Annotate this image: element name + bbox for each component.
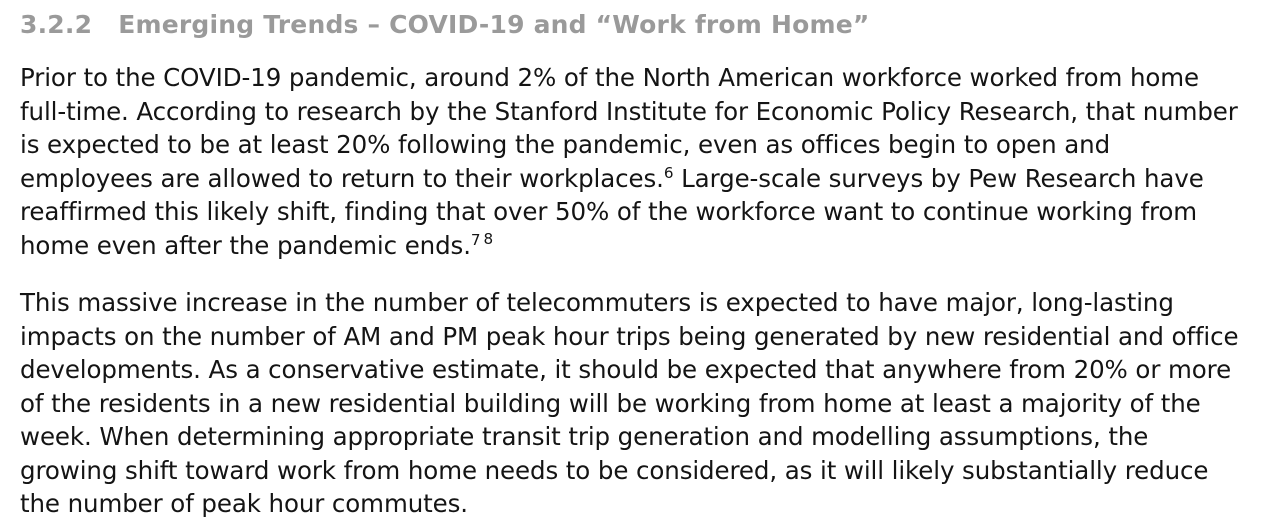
footnote-ref: 6 — [663, 163, 674, 182]
section-heading — [20, 10, 1244, 39]
paragraph-1: Prior to the COVID-19 pandemic, around 2% of the North American workforce worked from home full-time. According to research by the Stanford Institute for Economic Policy Research, that number is expected to be at least 20% following the pandemic, even as offices begin to open and employees are allowed to return to their workplaces.$^6$ Large-scale surveys by Pew Research have reaffirmed this likely shift, finding that over 50% of the workforce want to continue working from home even after the pandemic ends.$^7$ $^8$ — [20, 63, 1238, 260]
section-number: 3.2.2 — [20, 10, 93, 39]
document-body — [20, 61, 1244, 521]
footnote-ref: 8 — [483, 230, 494, 249]
paragraph-2: This massive increase in the number of telecommuters is expected to have major, long-lasting impacts on the number of AM and PM peak hour trips being generated by new residential and office developments. As a conservative estimate, it should be expected that anywhere from 20% or more of the residents in a new residential building will be working from home at least a majority of the week. When determining appropriate transit trip generation and modelling assumptions, the growing shift toward work from home needs to be considered, as it will likely substantially reduce the number of peak hour commutes. — [20, 288, 1239, 518]
footnote-ref: 7 — [470, 230, 481, 249]
section-title: Emerging Trends – COVID-19 and “Work from Home” — [118, 10, 870, 39]
